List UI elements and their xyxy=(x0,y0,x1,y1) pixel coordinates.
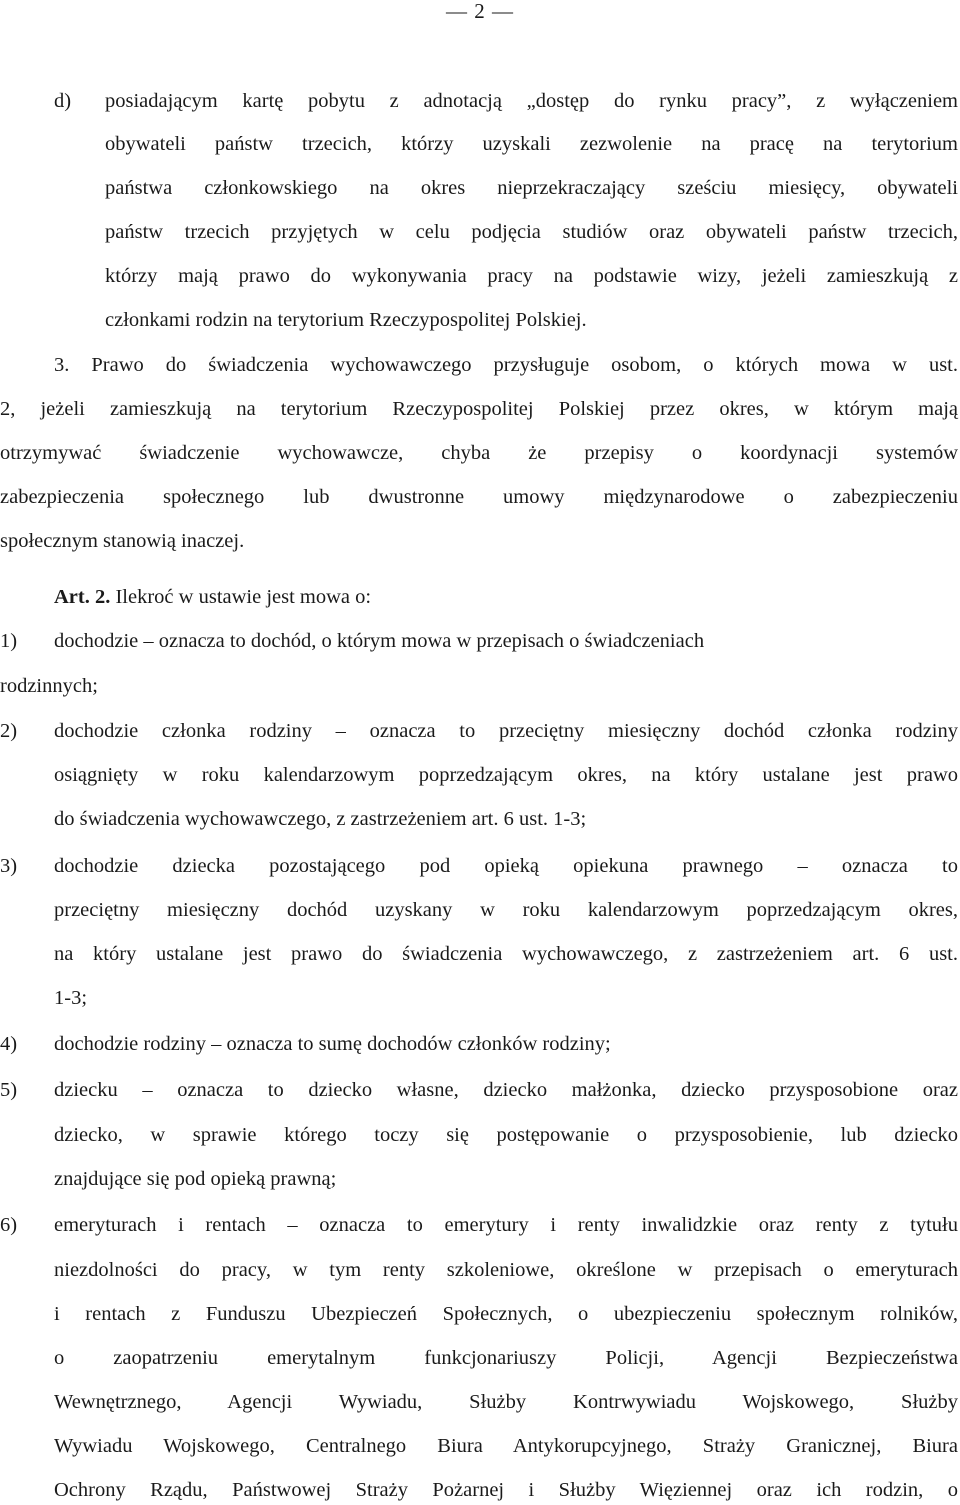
definition-line: Ochrony Rządu, Państwowej Straży Pożarnej i Służby Więziennej oraz ich rodzin, o xyxy=(54,1479,958,1501)
definition-line: znajdujące się pod opieką prawną; xyxy=(54,1168,337,1190)
para-3-line: społecznym stanowią inaczej. xyxy=(0,530,245,552)
para-3-line: 2, jeżeli zamieszkują na terytorium Rzeczypospolitej Polskiej przez okres, w którym mają xyxy=(0,398,958,420)
definition-label: 5) xyxy=(0,1079,18,1101)
definition-line: dziecko, w sprawie którego toczy się postępowanie o przysposobienie, lub dziecko xyxy=(54,1124,958,1146)
definition-line: dochodzie dziecka pozostającego pod opieką opiekuna prawnego – oznacza to xyxy=(54,855,958,877)
point-d-line: którzy mają prawo do wykonywania pracy na podstawie wizy, jeżeli zamieszkują z xyxy=(105,265,958,287)
point-d-line: członkami rodzin na terytorium Rzeczypospolitej Polskiej. xyxy=(105,309,587,331)
definition-line: o zaopatrzeniu emerytalnym funkcjonariuszy Policji, Agencji Bezpieczeństwa xyxy=(54,1347,958,1369)
definition-line: i rentach z Funduszu Ubezpieczeń Społecznych, o ubezpieczeniu społecznym rolników, xyxy=(54,1303,958,1325)
point-d-line: państw trzecich przyjętych w celu podjęcia studiów oraz obywateli państw trzecich, xyxy=(105,221,958,243)
definition-line: na który ustalane jest prawo do świadczenia wychowawczego, z zastrzeżeniem art. 6 ust. xyxy=(54,943,958,965)
definition-line: Wywiadu Wojskowego, Centralnego Biura Antykorupcyjnego, Straży Granicznej, Biura xyxy=(54,1435,958,1457)
definition-line: przeciętny miesięczny dochód uzyskany w roku kalendarzowym poprzedzającym okres, xyxy=(54,899,958,921)
point-d-line: państwa członkowskiego na okres nieprzekraczający sześciu miesięcy, obywateli xyxy=(105,177,958,199)
para-3-line: 3. Prawo do świadczenia wychowawczego przysługuje osobom, o których mowa w ust. xyxy=(54,354,958,376)
definition-line: do świadczenia wychowawczego, z zastrzeżeniem art. 6 ust. 1-3; xyxy=(54,808,587,830)
definition-line: dziecku – oznacza to dziecko własne, dziecko małżonka, dziecko przysposobione oraz xyxy=(54,1079,958,1101)
definition-label: 1) xyxy=(0,630,18,652)
article-2 xyxy=(54,584,371,610)
definition-line: dochodzie rodziny – oznacza to sumę dochodów członków rodziny; xyxy=(54,1033,611,1055)
definition-line: rodzinnych; xyxy=(0,675,98,697)
para-3-line: otrzymywać świadczenie wychowawcze, chyba że przepisy o koordynacji systemów xyxy=(0,442,958,464)
definition-label: 6) xyxy=(0,1214,18,1236)
definition-line: dochodzie – oznacza to dochód, o którym mowa w przepisach o świadczeniach xyxy=(54,630,705,652)
definition-line: emeryturach i rentach – oznacza to emerytury i renty inwalidzkie oraz renty z tytułu xyxy=(54,1214,958,1236)
point-d-line: obywateli państw trzecich, którzy uzyskali zezwolenie na pracę na terytorium xyxy=(105,133,958,155)
article-intro: Ilekroć w ustawie jest mowa o: xyxy=(115,586,372,608)
definition-label: 3) xyxy=(0,855,18,877)
page-number: — 2 — xyxy=(446,0,514,23)
definition-line: osiągnięty w roku kalendarzowym poprzedzającym okres, na który ustalane jest prawo xyxy=(54,764,958,786)
point-d-line: posiadającym kartę pobytu z adnotacją „dostęp do rynku pracy”, z wyłączeniem xyxy=(105,90,958,112)
definition-label: 2) xyxy=(0,720,18,742)
definition-label: 4) xyxy=(0,1033,18,1055)
article-heading: Art. 2. xyxy=(54,586,111,608)
point-d-label: d) xyxy=(54,90,72,112)
definition-line: niezdolności do pracy, w tym renty szkoleniowe, określone w przepisach o emeryturach xyxy=(54,1259,958,1281)
definition-line: dochodzie członka rodziny – oznacza to przeciętny miesięczny dochód członka rodziny xyxy=(54,720,958,742)
para-3-line: zabezpieczenia społecznego lub dwustronne umowy międzynarodowe o zabezpieczeniu xyxy=(0,486,958,508)
definition-line: Wewnętrznego, Agencji Wywiadu, Służby Kontrwywiadu Wojskowego, Służby xyxy=(54,1391,958,1413)
definition-line: 1-3; xyxy=(54,987,88,1009)
